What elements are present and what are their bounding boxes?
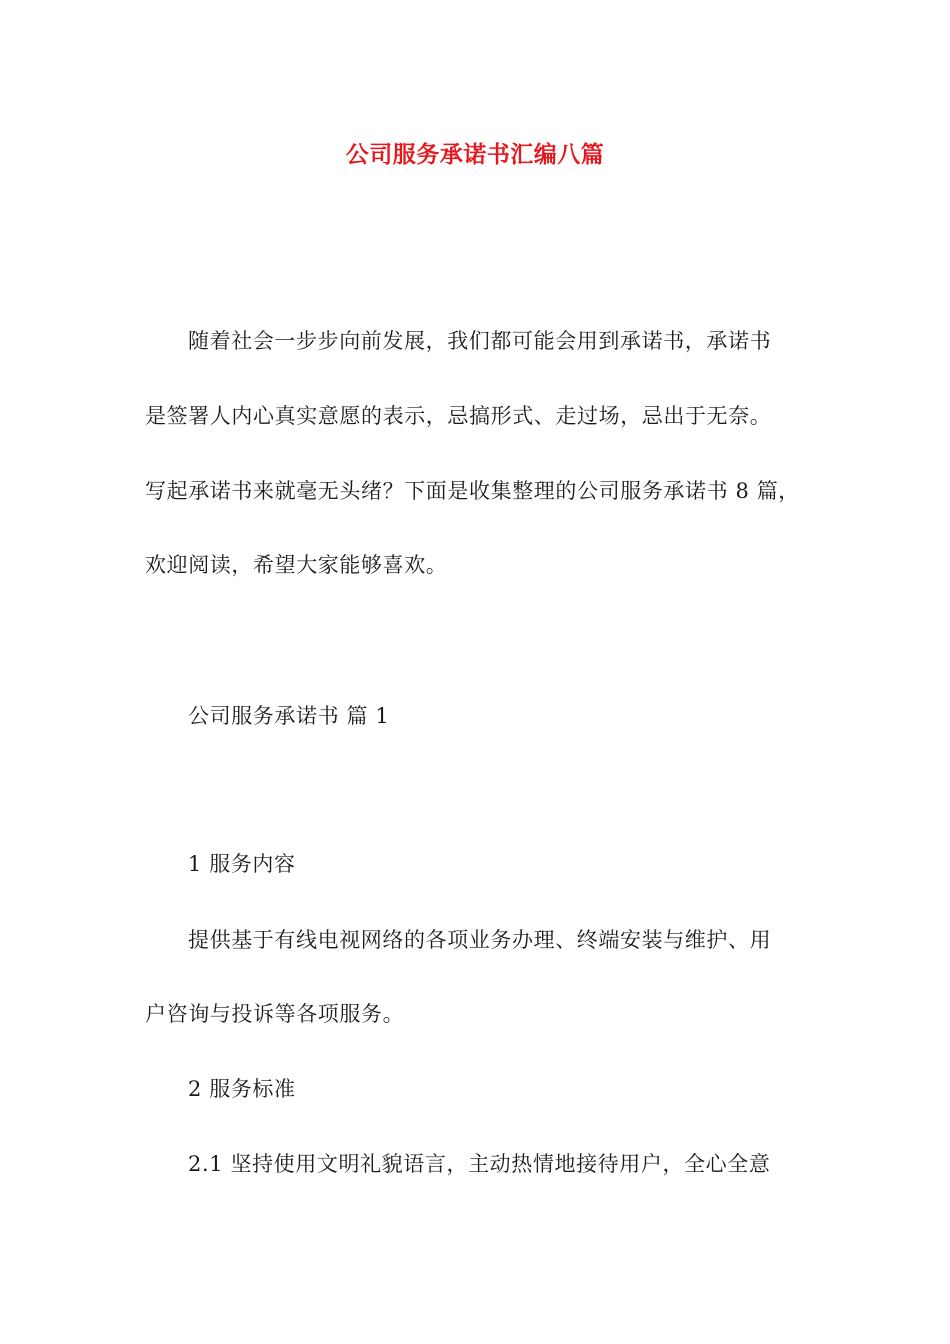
paragraph-2-line-1: 2.1 坚持使用文明礼貌语言，主动热情地接待用户，全心全意 [188, 1152, 771, 1176]
paragraph-1-line-1: 提供基于有线电视网络的各项业务办理、终端安装与维护、用 [188, 928, 772, 952]
intro-line-4: 欢迎阅读，希望大家能够喜欢。 [145, 553, 448, 577]
item-heading-1: 1 服务内容 [188, 852, 296, 876]
intro-line-2: 是签署人内心真实意愿的表示，忌搞形式、走过场，忌出于无奈。 [145, 404, 772, 428]
section-heading: 公司服务承诺书 篇 1 [188, 704, 390, 728]
intro-line-3: 写起承诺书来就毫无头绪？下面是收集整理的公司服务承诺书 8 篇， [145, 479, 800, 503]
paragraph-1-line-2: 户咨询与投诉等各项服务。 [145, 1002, 405, 1026]
document-title: 公司服务承诺书汇编八篇 [345, 142, 605, 168]
item-heading-2: 2 服务标准 [188, 1077, 296, 1101]
intro-line-1: 随着社会一步步向前发展，我们都可能会用到承诺书，承诺书 [188, 329, 772, 353]
